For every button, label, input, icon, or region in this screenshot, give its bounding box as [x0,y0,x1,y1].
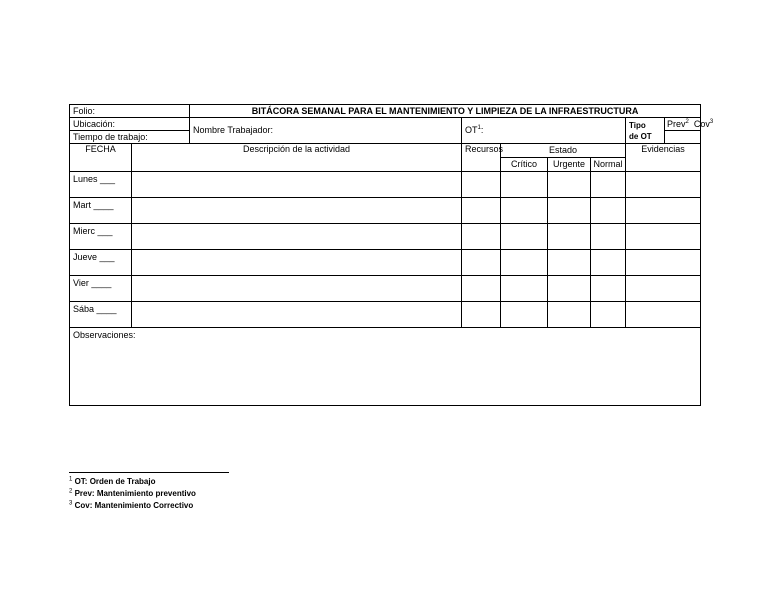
tiempo-trabajo-label: Tiempo de trabajo: [73,131,148,142]
critico-cell[interactable] [501,250,548,276]
descripcion-cell[interactable] [132,198,462,224]
recursos-cell[interactable] [462,224,501,250]
descripcion-cell[interactable] [132,302,462,328]
prev-label: Prev [667,118,686,129]
header-normal: Normal [591,158,626,172]
descripcion-cell[interactable] [132,224,462,250]
header-critico: Crítico [501,158,548,172]
day-label: Lunes ___ [70,172,132,198]
urgente-cell[interactable] [548,224,591,250]
urgente-cell[interactable] [548,250,591,276]
maintenance-log-table [69,104,714,406]
ot-field[interactable] [462,118,626,144]
prev-footnote-ref: 2 [685,118,689,125]
observaciones-field[interactable] [70,328,701,406]
folio-label: Folio: [73,105,96,116]
footnotes [69,472,229,512]
header-descripcion: Descripción de la actividad [132,144,462,172]
urgente-cell[interactable] [548,198,591,224]
footnote-item [69,500,229,512]
ot-footnote-ref: 1 [477,125,481,131]
normal-cell[interactable] [591,224,626,250]
descripcion-cell[interactable] [132,250,462,276]
header-estado: Estado [501,144,626,158]
prev-cov-header [665,118,714,131]
footnote-item [69,488,229,500]
critico-cell[interactable] [501,172,548,198]
recursos-cell[interactable] [462,172,501,198]
ubicacion-field[interactable] [70,118,190,131]
normal-cell[interactable] [591,172,626,198]
footnote-number: 2 [69,488,73,495]
day-label: Jueve ___ [70,250,132,276]
header-urgente: Urgente [548,158,591,172]
tipo-ot-line1: Tipo [629,120,646,130]
evidencias-cell[interactable] [626,198,701,224]
footnote-text: Prev: Mantenimiento preventivo [74,489,196,498]
urgente-cell[interactable] [548,172,591,198]
day-label: Sába ____ [70,302,132,328]
table-row [70,224,701,250]
cov-label: Cov [693,118,710,129]
recursos-cell[interactable] [462,302,501,328]
critico-cell[interactable] [501,276,548,302]
recursos-cell[interactable] [462,250,501,276]
ubicacion-label: Ubicación: [73,118,116,129]
urgente-cell[interactable] [548,276,591,302]
critico-cell[interactable] [501,198,548,224]
footnote-text: Cov: Mantenimiento Correctivo [74,501,194,510]
day-label: Mart ____ [70,198,132,224]
tiempo-trabajo-field[interactable] [70,131,190,144]
normal-cell[interactable] [591,302,626,328]
footnote-item [69,476,229,488]
table-row [70,276,701,302]
evidencias-cell[interactable] [626,172,701,198]
ot-colon: : [480,125,484,135]
table-row [70,302,701,328]
evidencias-cell[interactable] [626,250,701,276]
footnote-number: 1 [69,476,73,483]
ot-label: OT [465,125,478,135]
urgente-cell[interactable] [548,302,591,328]
normal-cell[interactable] [591,198,626,224]
evidencias-cell[interactable] [626,224,701,250]
recursos-cell[interactable] [462,276,501,302]
critico-cell[interactable] [501,302,548,328]
footnote-number: 3 [69,500,73,507]
nombre-trabajador-label: Nombre Trabajador: [193,125,274,135]
tipo-ot-line2: de OT [629,131,652,141]
table-row [70,172,701,198]
normal-cell[interactable] [591,250,626,276]
descripcion-cell[interactable] [132,172,462,198]
normal-cell[interactable] [591,276,626,302]
descripcion-cell[interactable] [132,276,462,302]
header-fecha: FECHA [70,144,132,172]
nombre-trabajador-field[interactable] [190,118,462,144]
day-label: Mierc ___ [70,224,132,250]
tipo-ot-label [626,118,665,144]
table-row [70,198,701,224]
evidencias-cell[interactable] [626,302,701,328]
prev-cov-checkbox[interactable] [665,131,701,144]
cov-footnote-ref: 3 [709,118,714,125]
form-title: BITÁCORA SEMANAL PARA EL MANTENIMIENTO Y LIMPIEZA DE LA INFRAESTRUCTURA [190,105,701,118]
observaciones-label: Observaciones: [73,330,136,340]
folio-field[interactable] [70,105,190,118]
table-row [70,250,701,276]
day-label: Vier ____ [70,276,132,302]
recursos-cell[interactable] [462,198,501,224]
evidencias-cell[interactable] [626,276,701,302]
header-evidencias: Evidencias [626,144,701,172]
header-recursos: Recursos [462,144,501,172]
footnote-text: OT: Orden de Trabajo [74,477,156,486]
critico-cell[interactable] [501,224,548,250]
